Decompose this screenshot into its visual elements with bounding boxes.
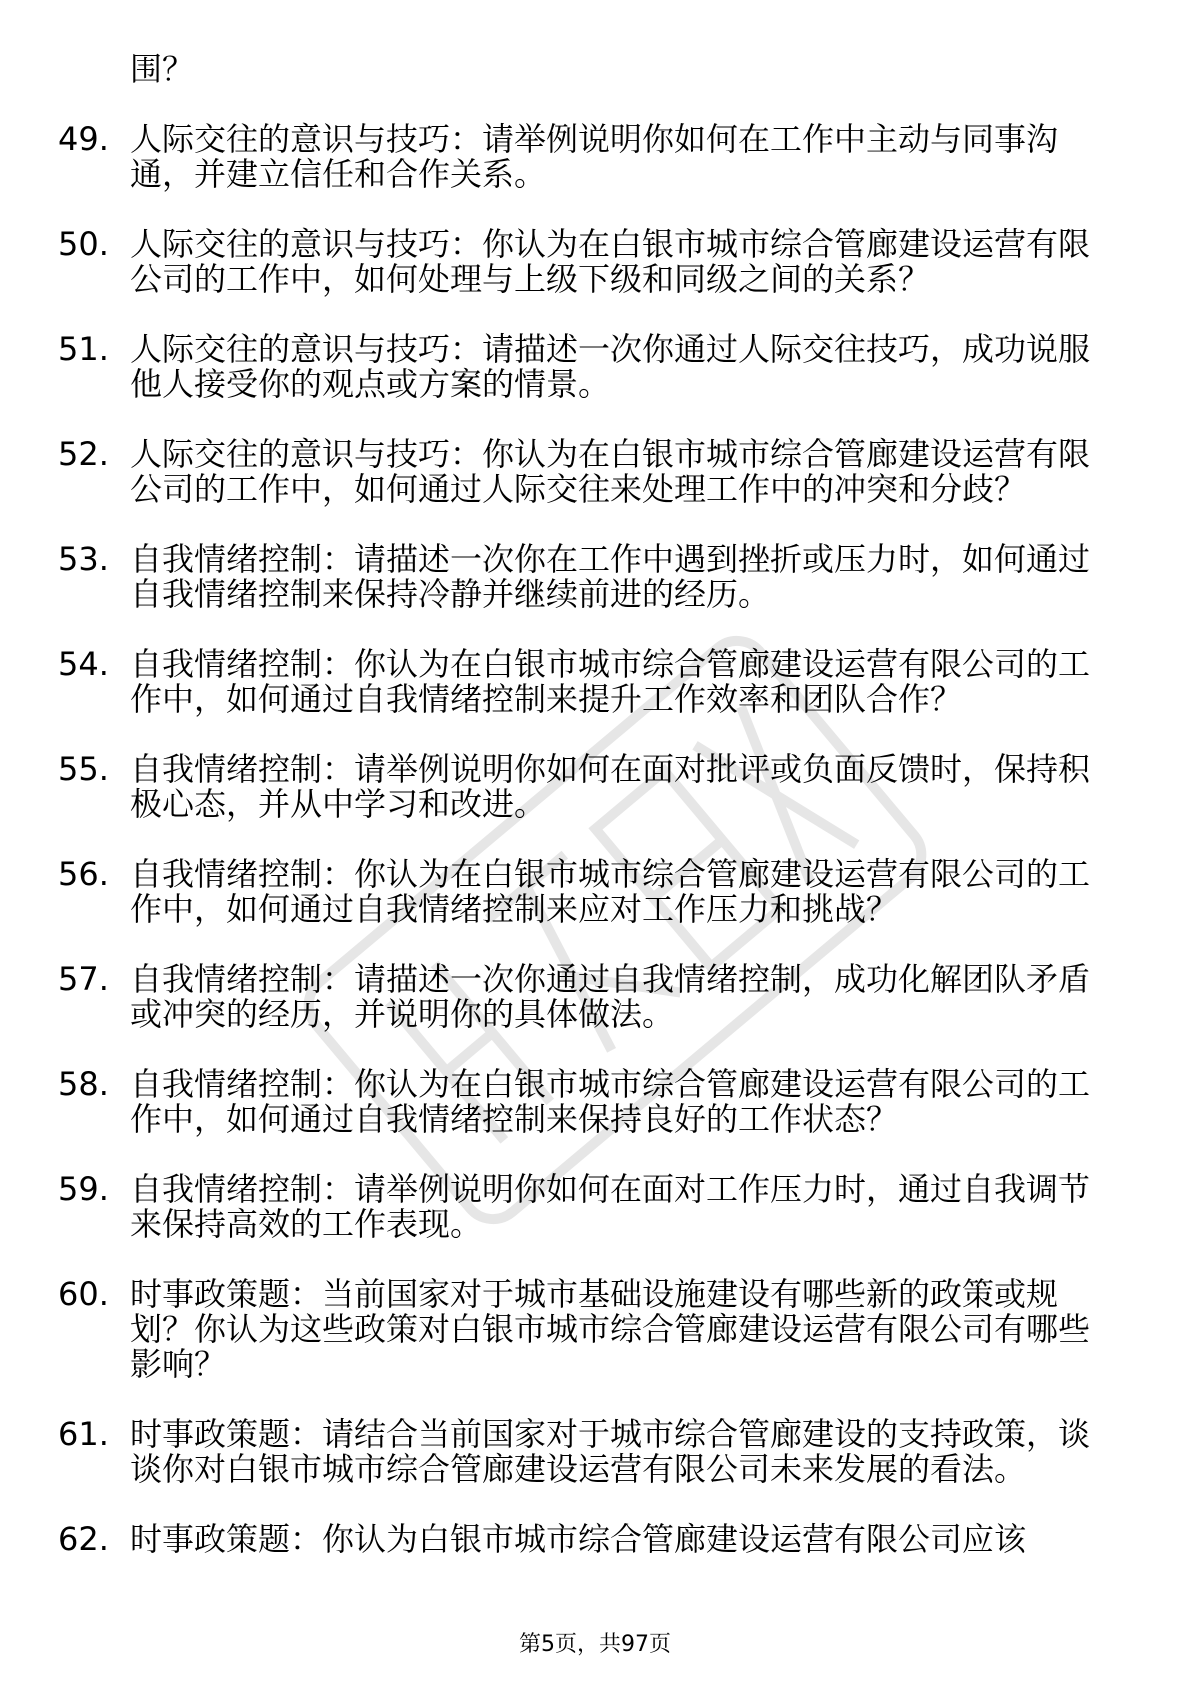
question-number: 51. [58, 330, 109, 368]
question-text: 时事政策题：请结合当前国家对于城市综合管廊建设的支持政策，谈谈你对白银市城市综合管廊建设运营有限公司未来发展的看法。 [130, 1415, 1091, 1488]
question-item [0, 647, 1190, 717]
question-number: 58. [58, 1065, 109, 1103]
question-number: 60. [58, 1275, 109, 1313]
question-item [0, 1277, 1190, 1382]
question-number: 62. [58, 1520, 109, 1558]
question-text: 人际交往的意识与技巧：你认为在白银市城市综合管廊建设运营有限公司的工作中，如何处理与上级下级和同级之间的关系？ [130, 225, 1091, 298]
question-text: 自我情绪控制：请描述一次你在工作中遇到挫折或压力时，如何通过自我情绪控制来保持冷静并继续前进的经历。 [130, 540, 1091, 613]
question-list [0, 52, 1190, 1592]
page-number-label: 第5页，共97页 [519, 1632, 671, 1657]
question-text: 围？ [130, 50, 195, 88]
question-text: 自我情绪控制：请举例说明你如何在面对批评或负面反馈时，保持积极心态，并从中学习和改进。 [130, 750, 1091, 823]
question-number: 50. [58, 225, 109, 263]
question-number: 59. [58, 1170, 109, 1208]
question-text: 自我情绪控制：你认为在白银市城市综合管廊建设运营有限公司的工作中，如何通过自我情绪控制来应对工作压力和挑战？ [130, 855, 1091, 928]
question-continuation [0, 52, 1190, 87]
question-text: 自我情绪控制：你认为在白银市城市综合管廊建设运营有限公司的工作中，如何通过自我情绪控制来保持良好的工作状态？ [130, 1065, 1091, 1138]
question-item [0, 1172, 1190, 1242]
question-text: 人际交往的意识与技巧：请描述一次你通过人际交往技巧，成功说服他人接受你的观点或方案的情景。 [130, 330, 1091, 403]
question-item [0, 1522, 1190, 1557]
question-number: 52. [58, 435, 109, 473]
question-text: 人际交往的意识与技巧：请举例说明你如何在工作中主动与同事沟通，并建立信任和合作关系。 [130, 120, 1059, 193]
question-item [0, 752, 1190, 822]
question-text: 自我情绪控制：你认为在白银市城市综合管廊建设运营有限公司的工作中，如何通过自我情绪控制来提升工作效率和团队合作？ [130, 645, 1091, 718]
question-text: 自我情绪控制：请举例说明你如何在面对工作压力时，通过自我调节来保持高效的工作表现。 [130, 1170, 1091, 1243]
question-item [0, 962, 1190, 1032]
question-number: 55. [58, 750, 109, 788]
question-number: 61. [58, 1415, 109, 1453]
question-number: 49. [58, 120, 109, 158]
question-item [0, 1067, 1190, 1137]
question-item [0, 857, 1190, 927]
question-number: 56. [58, 855, 109, 893]
question-number: 57. [58, 960, 109, 998]
page-footer [0, 1632, 1190, 1658]
question-text: 自我情绪控制：请描述一次你通过自我情绪控制，成功化解团队矛盾或冲突的经历，并说明你的具体做法。 [130, 960, 1091, 1033]
question-item [0, 542, 1190, 612]
question-number: 53. [58, 540, 109, 578]
question-item [0, 122, 1190, 192]
question-item [0, 437, 1190, 507]
question-text: 时事政策题：你认为白银市城市综合管廊建设运营有限公司应该 [130, 1520, 1027, 1558]
question-item [0, 1417, 1190, 1487]
question-item [0, 227, 1190, 297]
question-text: 时事政策题：当前国家对于城市基础设施建设有哪些新的政策或规划？你认为这些政策对白银市城市综合管廊建设运营有限公司有哪些影响？ [130, 1275, 1091, 1383]
question-text: 人际交往的意识与技巧：你认为在白银市城市综合管廊建设运营有限公司的工作中，如何通过人际交往来处理工作中的冲突和分歧？ [130, 435, 1091, 508]
question-number: 54. [58, 645, 109, 683]
question-item [0, 332, 1190, 402]
